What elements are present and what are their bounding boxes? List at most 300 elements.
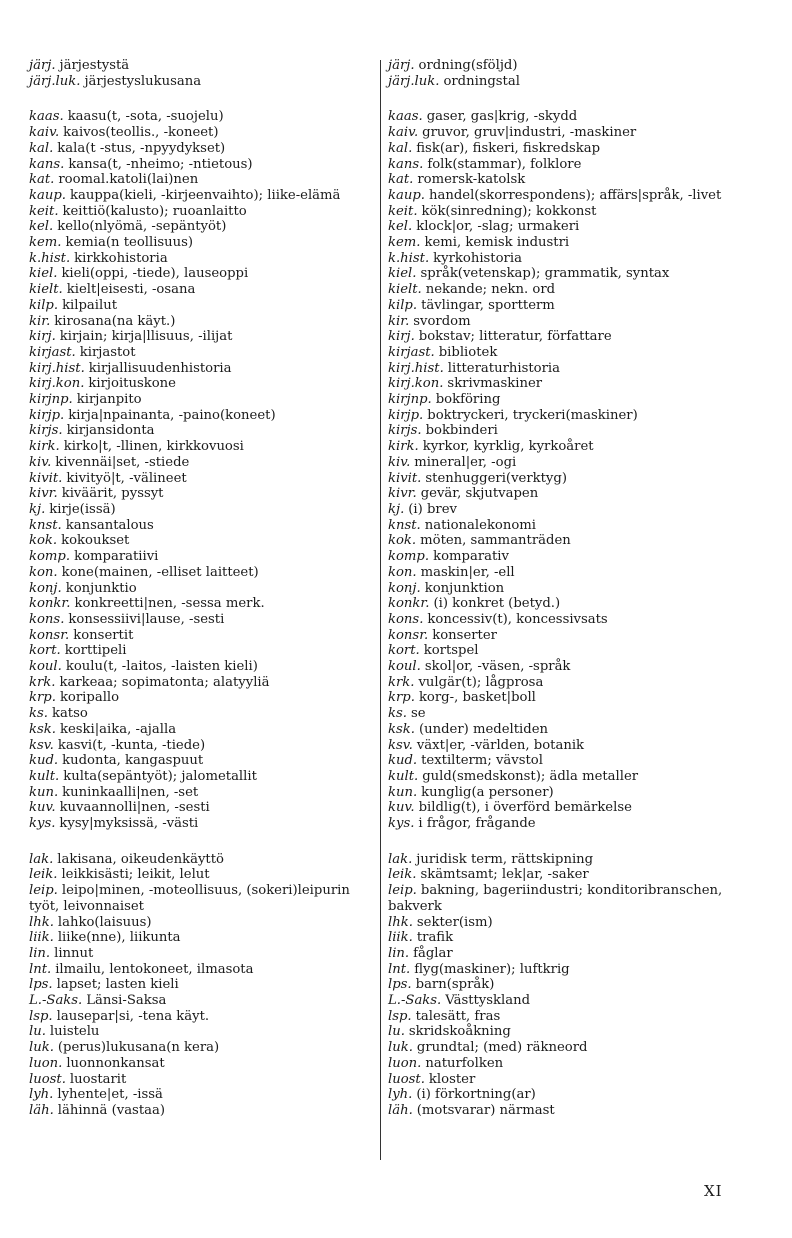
abbreviation-entry [388, 298, 734, 314]
abbreviation-meaning: kirjallisuudenhistoria [88, 360, 232, 376]
abbreviation: lin. [388, 945, 410, 961]
abbreviation: kirj.hist. [29, 360, 85, 376]
abbreviation: kivr. [29, 486, 58, 502]
abbreviation-entry [388, 219, 734, 235]
abbreviation: liik. [29, 930, 54, 946]
abbreviation-meaning: handel(skorrespondens); affärs|språk, -livet [428, 187, 722, 203]
abbreviation: konkr. [29, 596, 71, 612]
abbreviation: kirk. [388, 439, 419, 455]
abbreviation-entry [388, 1040, 734, 1056]
abbreviation: järj.luk. [388, 73, 440, 89]
abbreviation-entry [29, 915, 375, 931]
abbreviation-entry [388, 581, 734, 597]
abbreviation-meaning: konserter [432, 627, 497, 643]
abbreviation-meaning: kaivos(teollis., -koneet) [63, 125, 219, 141]
abbreviation: kj. [388, 501, 405, 517]
abbreviation-meaning: ordning(sföljd) [418, 58, 518, 73]
abbreviation-entry [29, 125, 375, 141]
abbreviation: kirjast. [29, 344, 76, 360]
abbreviation-entry [29, 628, 375, 644]
abbreviation-meaning: järjestyslukusana [84, 73, 202, 89]
abbreviation: lsp. [388, 1008, 412, 1024]
abbreviation: ks. [29, 706, 48, 722]
abbreviation: kel. [29, 219, 54, 235]
abbreviation-meaning: kirjoituskone [88, 376, 176, 392]
abbreviation-entry [388, 204, 734, 220]
abbreviation-entry [388, 423, 734, 439]
abbreviation-entry [388, 361, 734, 377]
abbreviation-entry [29, 946, 375, 962]
swedish-column [388, 58, 734, 1119]
abbreviation: lak. [29, 851, 54, 867]
abbreviation-meaning: kirjansidonta [66, 423, 155, 439]
abbreviation-entry [388, 329, 734, 345]
abbreviation: lsp. [29, 1008, 53, 1024]
abbreviation: krk. [388, 674, 415, 690]
abbreviation-entry [29, 706, 375, 722]
abbreviation-section [29, 109, 375, 831]
abbreviation: kirjast. [388, 344, 435, 360]
abbreviation: lhk. [29, 914, 54, 930]
abbreviation: keit. [29, 203, 59, 219]
abbreviation: läh. [388, 1103, 413, 1118]
abbreviation-entry [388, 486, 734, 502]
abbreviation-section [29, 58, 375, 89]
abbreviation-meaning: konsessiivi|lause, -sesti [68, 611, 225, 627]
abbreviation-entry [388, 266, 734, 282]
abbreviation-meaning: lausepar|si, -tena käyt. [56, 1008, 210, 1024]
abbreviation-entry [388, 915, 734, 931]
abbreviation-meaning: konsertit [73, 627, 134, 643]
abbreviation-meaning: växt|er, -världen, botanik [416, 737, 585, 753]
abbreviation: järj. [388, 58, 415, 73]
abbreviation: kilp. [388, 297, 418, 313]
abbreviation: komp. [29, 549, 71, 565]
abbreviation: kaup. [29, 187, 66, 203]
abbreviation-meaning: skridskoåkning [408, 1024, 511, 1040]
abbreviation-entry [29, 439, 375, 455]
abbreviation-meaning: luonnonkansat [66, 1055, 165, 1071]
abbreviation-entry [388, 157, 734, 173]
abbreviation-meaning: skämtsamt; lek|ar, -saker [420, 867, 589, 883]
abbreviation-meaning: leipo|minen, -moteollisuus, (sokeri)leipurin työt, leivonnaiset [29, 883, 350, 914]
abbreviation-entry [29, 549, 375, 565]
abbreviation: kj. [29, 501, 46, 517]
abbreviation-meaning: komparativ [433, 549, 509, 565]
abbreviation-entry [29, 993, 375, 1009]
abbreviation-meaning: konjunktion [424, 580, 505, 596]
abbreviation-entry [388, 125, 734, 141]
abbreviation-meaning: kemi, kemisk industri [424, 235, 570, 251]
abbreviation-meaning: kyrkor, kyrklig, kyrkoåret [422, 439, 594, 455]
abbreviation-meaning: kone(mainen, -elliset laitteet) [61, 564, 259, 580]
abbreviation-entry [388, 1087, 734, 1103]
abbreviation: kiel. [388, 266, 417, 282]
abbreviation-meaning: trafik [416, 930, 454, 946]
abbreviation: järj. [29, 58, 56, 73]
abbreviation-meaning: bibliotek [438, 344, 498, 360]
abbreviation-entry [388, 565, 734, 581]
abbreviation: knst. [29, 517, 62, 533]
abbreviation-entry [388, 455, 734, 471]
abbreviation-meaning: (motsvarar) närmast [416, 1103, 555, 1118]
abbreviation-meaning: konjunktio [65, 580, 137, 596]
abbreviation: ksk. [29, 721, 56, 737]
abbreviation-meaning: gevär, skjutvapen [420, 486, 539, 502]
abbreviation-entry [29, 581, 375, 597]
abbreviation-entry [29, 219, 375, 235]
abbreviation-meaning: kulta(sepäntyöt); jalometallit [63, 768, 257, 784]
abbreviation-entry [388, 722, 734, 738]
abbreviation-entry [29, 800, 375, 816]
abbreviation-meaning: i frågor, frågande [418, 816, 536, 832]
abbreviation: knst. [388, 517, 421, 533]
abbreviation-entry [29, 141, 375, 157]
abbreviation-entry [29, 455, 375, 471]
abbreviation-entry [388, 785, 734, 801]
abbreviation-entry [29, 596, 375, 612]
abbreviation: konkr. [388, 596, 430, 612]
abbreviation-entry [388, 502, 734, 518]
abbreviation-meaning: kokoukset [61, 533, 130, 549]
abbreviation-entry [388, 800, 734, 816]
abbreviation-meaning: kieli(oppi, -tiede), lauseoppi [61, 266, 249, 282]
abbreviation-meaning: kirja|npainanta, -paino(koneet) [68, 407, 276, 423]
abbreviation: kirjs. [29, 423, 63, 439]
abbreviation-meaning: kudonta, kangaspuut [62, 753, 204, 769]
abbreviation-entry [388, 675, 734, 691]
abbreviation-entry [29, 251, 375, 267]
abbreviation-meaning: kielt|eisesti, -osana [66, 282, 196, 298]
abbreviation: k.hist. [29, 250, 71, 266]
abbreviation-section [388, 58, 734, 89]
abbreviation-meaning: bokstav; litteratur, författare [418, 329, 612, 345]
abbreviation-entry [29, 977, 375, 993]
abbreviation: kal. [29, 140, 54, 156]
abbreviation: kivit. [388, 470, 422, 486]
abbreviation-entry [388, 1024, 734, 1040]
abbreviation: luk. [29, 1040, 54, 1056]
abbreviation: kort. [388, 643, 420, 659]
abbreviation-entry [29, 612, 375, 628]
abbreviation: komp. [388, 549, 430, 565]
abbreviation: kort. [29, 643, 61, 659]
abbreviation-meaning: guld(smedskonst); ädla metaller [422, 768, 639, 784]
abbreviation: kielt. [388, 282, 422, 298]
abbreviation-entry [388, 141, 734, 157]
abbreviation: kem. [388, 235, 421, 251]
abbreviation-meaning: lapset; lasten kieli [56, 977, 179, 993]
abbreviation-meaning: svordom [413, 313, 471, 329]
abbreviation-entry [29, 423, 375, 439]
abbreviation-entry [29, 486, 375, 502]
abbreviation-entry [29, 675, 375, 691]
abbreviation: luost. [388, 1071, 425, 1087]
abbreviation: leip. [388, 883, 417, 899]
abbreviation-meaning: kortspel [423, 643, 479, 659]
abbreviation: kiv. [29, 454, 52, 470]
abbreviation-meaning: kemia(n teollisuus) [65, 235, 194, 251]
abbreviation: ksv. [388, 737, 413, 753]
abbreviation-entry [388, 282, 734, 298]
abbreviation-meaning: Västtyskland [445, 993, 531, 1009]
abbreviation-meaning: kunglig(a personer) [421, 784, 554, 800]
abbreviation: kuv. [388, 800, 415, 816]
abbreviation-entry [388, 408, 734, 424]
abbreviation: kuv. [29, 800, 56, 816]
abbreviation-meaning: Länsi-Saksa [86, 993, 167, 1009]
abbreviation: lyh. [29, 1087, 54, 1103]
abbreviation-entry [388, 706, 734, 722]
abbreviation-meaning: kaasu(t, -sota, -suojelu) [67, 109, 224, 125]
abbreviation: luon. [29, 1055, 63, 1071]
abbreviation-entry [388, 439, 734, 455]
abbreviation: kans. [29, 156, 65, 172]
abbreviation: kirj.kon. [29, 376, 85, 392]
abbreviation-meaning: lakisana, oikeudenkäyttö [57, 851, 224, 867]
abbreviation-meaning: liike(nne), liikunta [57, 930, 181, 946]
abbreviation-entry [388, 58, 734, 74]
abbreviation-entry [388, 690, 734, 706]
abbreviation: kel. [388, 219, 413, 235]
abbreviation: kirj. [388, 329, 415, 345]
abbreviation-entry [29, 266, 375, 282]
abbreviation-meaning: sekter(ism) [416, 914, 493, 930]
abbreviation-meaning: tävlingar, sportterm [421, 297, 555, 313]
abbreviation-meaning: kivennäi|set, -stiede [55, 454, 190, 470]
abbreviation: k.hist. [388, 250, 430, 266]
abbreviation-meaning: luistelu [49, 1024, 100, 1040]
abbreviation-meaning: gaser, gas|krig, -skydd [426, 109, 578, 125]
abbreviation-meaning: katso [51, 706, 88, 722]
abbreviation-meaning: talesätt, fras [415, 1008, 501, 1024]
abbreviation: kon. [388, 564, 417, 580]
abbreviation: kilp. [29, 297, 59, 313]
abbreviation-meaning: barn(språk) [415, 977, 495, 993]
abbreviation-entry [29, 172, 375, 188]
abbreviation: kok. [388, 533, 417, 549]
abbreviation-meaning: kansantalous [65, 517, 154, 533]
abbreviation-entry [388, 753, 734, 769]
abbreviation-meaning: se [410, 706, 426, 722]
abbreviation-meaning: kirko|t, -llinen, kirkkovuosi [63, 439, 244, 455]
abbreviation-meaning: konkreetti|nen, -sessa merk. [74, 596, 265, 612]
abbreviation-entry [388, 930, 734, 946]
abbreviation-entry [388, 867, 734, 883]
abbreviation-entry [29, 376, 375, 392]
abbreviation-meaning: gruvor, gruv|industri, -maskiner [422, 125, 637, 141]
abbreviation-entry [388, 345, 734, 361]
abbreviation: läh. [29, 1103, 54, 1118]
abbreviation: kirj.hist. [388, 360, 444, 376]
abbreviation-meaning: nekande; nekn. ord [425, 282, 556, 298]
abbreviation-entry [388, 628, 734, 644]
abbreviation: kaiv. [29, 125, 60, 141]
abbreviation-entry [29, 471, 375, 487]
abbreviation: kaiv. [388, 125, 419, 141]
abbreviation-entry [388, 1056, 734, 1072]
abbreviation-meaning: kirje(issä) [49, 501, 116, 517]
abbreviation: kirjs. [388, 423, 422, 439]
abbreviation: kal. [388, 140, 413, 156]
abbreviation: kirjnp. [29, 392, 73, 408]
abbreviation-entry [29, 659, 375, 675]
abbreviation-meaning: koncessiv(t), koncessivsats [427, 611, 608, 627]
abbreviation-meaning: flyg(maskiner); luftkrig [414, 961, 570, 977]
abbreviation-meaning: kuninkaalli|nen, -set [62, 784, 199, 800]
abbreviation: kat. [388, 172, 414, 188]
abbreviation: kivit. [29, 470, 63, 486]
abbreviation-entry [388, 738, 734, 754]
abbreviation-entry [388, 816, 734, 832]
abbreviation-section [388, 109, 734, 831]
abbreviation-meaning: fåglar [413, 945, 453, 961]
abbreviation-meaning: koripallo [59, 690, 120, 706]
abbreviation-entry [29, 329, 375, 345]
abbreviation-entry [29, 1072, 375, 1088]
abbreviation-entry [388, 518, 734, 534]
abbreviation-meaning: korg-, basket|boll [418, 690, 536, 706]
abbreviation: kir. [388, 313, 410, 329]
abbreviation-entry [29, 298, 375, 314]
abbreviation-meaning: mineral|er, -ogi [414, 454, 517, 470]
abbreviation-meaning: bokbinderi [425, 423, 498, 439]
abbreviation-entry [29, 204, 375, 220]
abbreviation-meaning: romersk-katolsk [417, 172, 526, 188]
abbreviation-meaning: klock|or, -slag; urmakeri [416, 219, 580, 235]
abbreviation-entry [29, 1087, 375, 1103]
abbreviation: koul. [29, 659, 62, 675]
abbreviation-entry [29, 282, 375, 298]
column-divider [380, 60, 381, 1160]
abbreviation-entry [388, 596, 734, 612]
abbreviation-meaning: maskin|er, -ell [420, 564, 515, 580]
abbreviation-entry [388, 883, 734, 914]
abbreviation: kiel. [29, 266, 58, 282]
abbreviation-meaning: kilpailut [62, 297, 118, 313]
abbreviation: kem. [29, 235, 62, 251]
abbreviation-meaning: kala(t -stus, -npyydykset) [57, 140, 226, 156]
abbreviation-entry [29, 753, 375, 769]
abbreviation: L.-Saks. [388, 993, 442, 1009]
abbreviation: lhk. [388, 914, 413, 930]
abbreviation-meaning: naturfolken [425, 1055, 504, 1071]
abbreviation-meaning: skol|or, -väsen, -språk [424, 659, 571, 675]
abbreviation: kult. [29, 768, 60, 784]
abbreviation: kun. [388, 784, 418, 800]
abbreviation: luon. [388, 1055, 422, 1071]
abbreviation-entry [388, 612, 734, 628]
abbreviation: luost. [29, 1071, 66, 1087]
abbreviation-meaning: kirjain; kirja|llisuus, -ilijat [59, 329, 233, 345]
abbreviation-meaning: juridisk term, rättskipning [416, 851, 594, 867]
abbreviation: krp. [29, 690, 56, 706]
abbreviation-entry [29, 188, 375, 204]
abbreviation: kat. [29, 172, 55, 188]
abbreviation: kok. [29, 533, 58, 549]
abbreviation-entry [29, 502, 375, 518]
abbreviation: kans. [388, 156, 424, 172]
abbreviation-section [29, 852, 375, 1119]
abbreviation-meaning: (i) brev [408, 501, 457, 517]
abbreviation: kirjp. [29, 407, 65, 423]
abbreviation-entry [29, 565, 375, 581]
abbreviation-entry [29, 314, 375, 330]
abbreviation-meaning: kasvi(t, -kunta, -tiede) [57, 737, 206, 753]
abbreviation-meaning: kauppa(kieli, -kirjeenvaihto); liike-elämä [69, 187, 341, 203]
abbreviation: konsr. [29, 627, 70, 643]
abbreviation: konj. [29, 580, 62, 596]
abbreviation-meaning: roomal.katoli(lai)nen [58, 172, 199, 188]
abbreviation: kirj. [29, 329, 56, 345]
abbreviation-entry [29, 1009, 375, 1025]
abbreviation-entry [29, 235, 375, 251]
abbreviation-meaning: kök(sinredning); kokkonst [421, 203, 597, 219]
abbreviation-meaning: kivityö|t, -välineet [66, 470, 187, 486]
abbreviation-meaning: grundtal; (med) räkneord [416, 1040, 588, 1056]
abbreviation-meaning: luostarit [69, 1071, 127, 1087]
abbreviation-meaning: leikkisästi; leikit, lelut [61, 867, 210, 883]
abbreviation-entry [388, 643, 734, 659]
abbreviation-entry [388, 376, 734, 392]
abbreviation: kun. [29, 784, 59, 800]
abbreviation-meaning: (under) medeltiden [418, 721, 549, 737]
abbreviation-entry [29, 1024, 375, 1040]
abbreviation-meaning: kiväärit, pyssyt [61, 486, 164, 502]
abbreviation: kirj.kon. [388, 376, 444, 392]
abbreviation: kons. [29, 611, 65, 627]
abbreviation-meaning: linnut [54, 945, 94, 961]
abbreviation: leik. [388, 867, 417, 883]
abbreviation-entry [29, 690, 375, 706]
abbreviation: kon. [29, 564, 58, 580]
abbreviation-meaning: boktryckeri, tryckeri(maskiner) [427, 407, 638, 423]
abbreviation-entry [29, 533, 375, 549]
abbreviation-entry [29, 738, 375, 754]
abbreviation-entry [29, 392, 375, 408]
abbreviation-meaning: kansa(t, -nheimo; -ntietous) [68, 156, 253, 172]
abbreviation-entry [29, 1103, 375, 1119]
abbreviation-meaning: (i) förkortning(ar) [416, 1087, 536, 1103]
abbreviation: kir. [29, 313, 51, 329]
abbreviation-entry [29, 361, 375, 377]
abbreviation-entry [388, 659, 734, 675]
abbreviation-meaning: bildlig(t), i överförd bemärkelse [418, 800, 632, 816]
abbreviation-meaning: kuvaannolli|nen, -sesti [59, 800, 210, 816]
abbreviation-meaning: kello(nlyömä, -sepäntyöt) [57, 219, 227, 235]
abbreviation-entry [29, 930, 375, 946]
abbreviation-entry [29, 345, 375, 361]
abbreviation: lps. [29, 977, 53, 993]
abbreviation: ksv. [29, 737, 54, 753]
abbreviation-meaning: språk(vetenskap); grammatik, syntax [420, 266, 670, 282]
abbreviation-meaning: ordningstal [443, 73, 520, 89]
abbreviation-entry [388, 172, 734, 188]
abbreviation: kons. [388, 611, 424, 627]
abbreviation-entry [388, 74, 734, 90]
abbreviation-meaning: kloster [428, 1071, 476, 1087]
abbreviation: luk. [388, 1040, 413, 1056]
abbreviation: kielt. [29, 282, 63, 298]
abbreviation-meaning: kysy|myksissä, -västi [59, 816, 199, 832]
abbreviation-meaning: skrivmaskiner [447, 376, 543, 392]
abbreviation: liik. [388, 930, 413, 946]
abbreviation-entry [388, 852, 734, 868]
abbreviation-entry [388, 549, 734, 565]
abbreviation-meaning: kirkkohistoria [74, 250, 168, 266]
abbreviation-meaning: textilterm; vävstol [421, 753, 543, 769]
abbreviation: kud. [388, 753, 418, 769]
